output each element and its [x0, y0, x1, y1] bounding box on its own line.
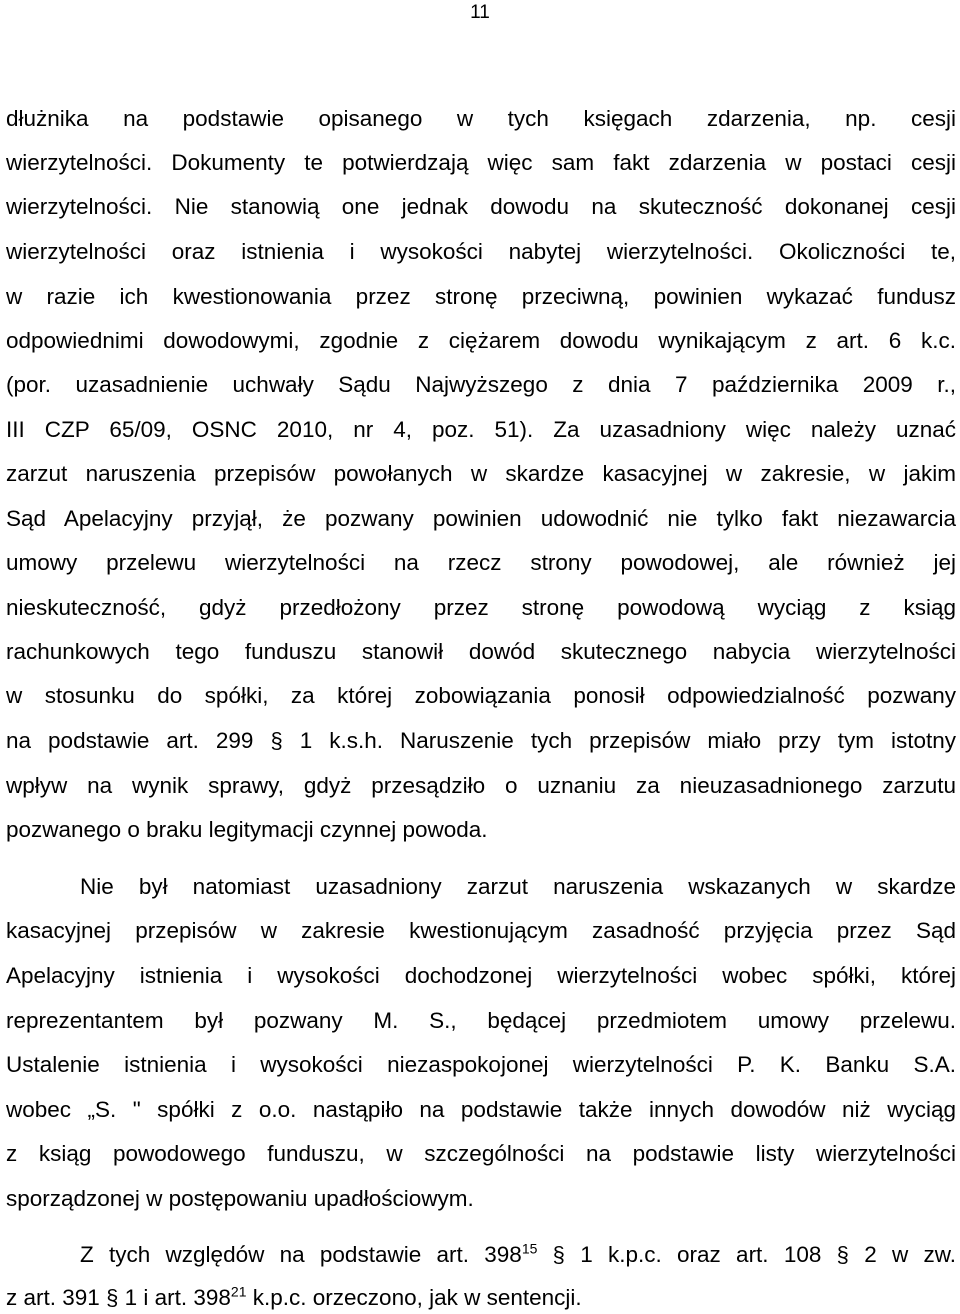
text-line: wpływ na wynik sprawy, gdyż przesądziło o uznaniu za nieuzasadnionego zarzutu	[6, 773, 956, 798]
text-line: Sąd Apelacyjny przyjął, że pozwany powinien udowodnić nie tylko fakt niezawarcia	[6, 506, 956, 531]
text-line: umowy przelewu wierzytelności na rzecz strony powodowej, ale również jej	[6, 550, 956, 575]
text-line: (por. uzasadnienie uchwały Sądu Najwyższego z dnia 7 października 2009 r.,	[6, 372, 956, 397]
text-line	[80, 1240, 956, 1270]
section-symbol: §	[836, 1242, 849, 1267]
text-fragment: na podstawie art. 299	[6, 728, 254, 753]
section-symbol: §	[552, 1242, 565, 1267]
text-line: wierzytelności. Nie stanowią one jednak dowodu na skuteczność dokonanej cesji	[6, 194, 956, 219]
section-symbol: §	[106, 1285, 119, 1310]
text-fragment: k.p.c. orzeczono, jak w sentencji.	[252, 1285, 582, 1310]
text-line: nieskuteczność, gdyż przedłożony przez stronę powodową wyciąg z ksiąg	[6, 595, 956, 620]
text-line: Nie był natomiast uzasadniony zarzut naruszenia wskazanych w skardze	[80, 874, 956, 899]
superscript: 15	[521, 1240, 538, 1257]
text-line: wobec „S. " spółki z o.o. nastąpiło na podstawie także innych dowodów niż wyciąg	[6, 1097, 956, 1122]
text-line: Ustalenie istnienia i wysokości niezaspokojonej wierzytelności P. K. Banku S.A.	[6, 1052, 956, 1077]
text-fragment: 2 w zw.	[864, 1242, 956, 1267]
text-line: sporządzonej w postępowaniu upadłościowym.	[6, 1186, 474, 1211]
text-fragment: 1 k.s.h. Naruszenie tych przepisów miało przy tym istotny	[299, 728, 956, 753]
superscript: 21	[230, 1283, 247, 1300]
text-line: wierzytelności. Dokumenty te potwierdzają więc sam fakt zdarzenia w postaci cesji	[6, 150, 956, 175]
text-line: wierzytelności oraz istnienia i wysokości nabytej wierzytelności. Okoliczności te,	[6, 239, 956, 264]
text-line: reprezentantem był pozwany M. S., będącej przedmiotem umowy przelewu.	[6, 1008, 956, 1033]
text-line: III CZP 65/09, OSNC 2010, nr 4, poz. 51). Za uzasadniony więc należy uznać	[6, 417, 956, 442]
text-line	[6, 1283, 956, 1313]
text-fragment: 1 k.p.c. oraz art. 108	[580, 1242, 822, 1267]
text-line: z ksiąg powodowego funduszu, w szczególności na podstawie listy wierzytelności	[6, 1141, 956, 1166]
text-line	[6, 726, 956, 756]
section-symbol: §	[270, 728, 283, 753]
text-line: w razie ich kwestionowania przez stronę przeciwną, powinien wykazać fundusz	[6, 284, 956, 309]
text-line: rachunkowych tego funduszu stanowił dowód skutecznego nabycia wierzytelności	[6, 639, 956, 664]
text-fragment: Z tych względów na podstawie art. 398	[80, 1242, 522, 1267]
text-fragment: z art. 391	[6, 1285, 100, 1310]
text-fragment: 1 i art. 398	[124, 1285, 231, 1310]
text-line: kasacyjnej przepisów w zakresie kwestionującym zasadność przyjęcia przez Sąd	[6, 918, 956, 943]
text-line: pozwanego o braku legitymacji czynnej powoda.	[6, 817, 488, 842]
text-line: zarzut naruszenia przepisów powołanych w skardze kasacyjnej w zakresie, w jakim	[6, 461, 956, 486]
page-number: 11	[470, 2, 490, 23]
text-line: odpowiednimi dowodowymi, zgodnie z ciężarem dowodu wynikającym z art. 6 k.c.	[6, 328, 956, 353]
text-line: Apelacyjny istnienia i wysokości dochodzonej wierzytelności wobec spółki, której	[6, 963, 956, 988]
text-line: w stosunku do spółki, za której zobowiązania ponosił odpowiedzialność pozwany	[6, 683, 956, 708]
text-line: dłużnika na podstawie opisanego w tych księgach zdarzenia, np. cesji	[6, 106, 956, 131]
